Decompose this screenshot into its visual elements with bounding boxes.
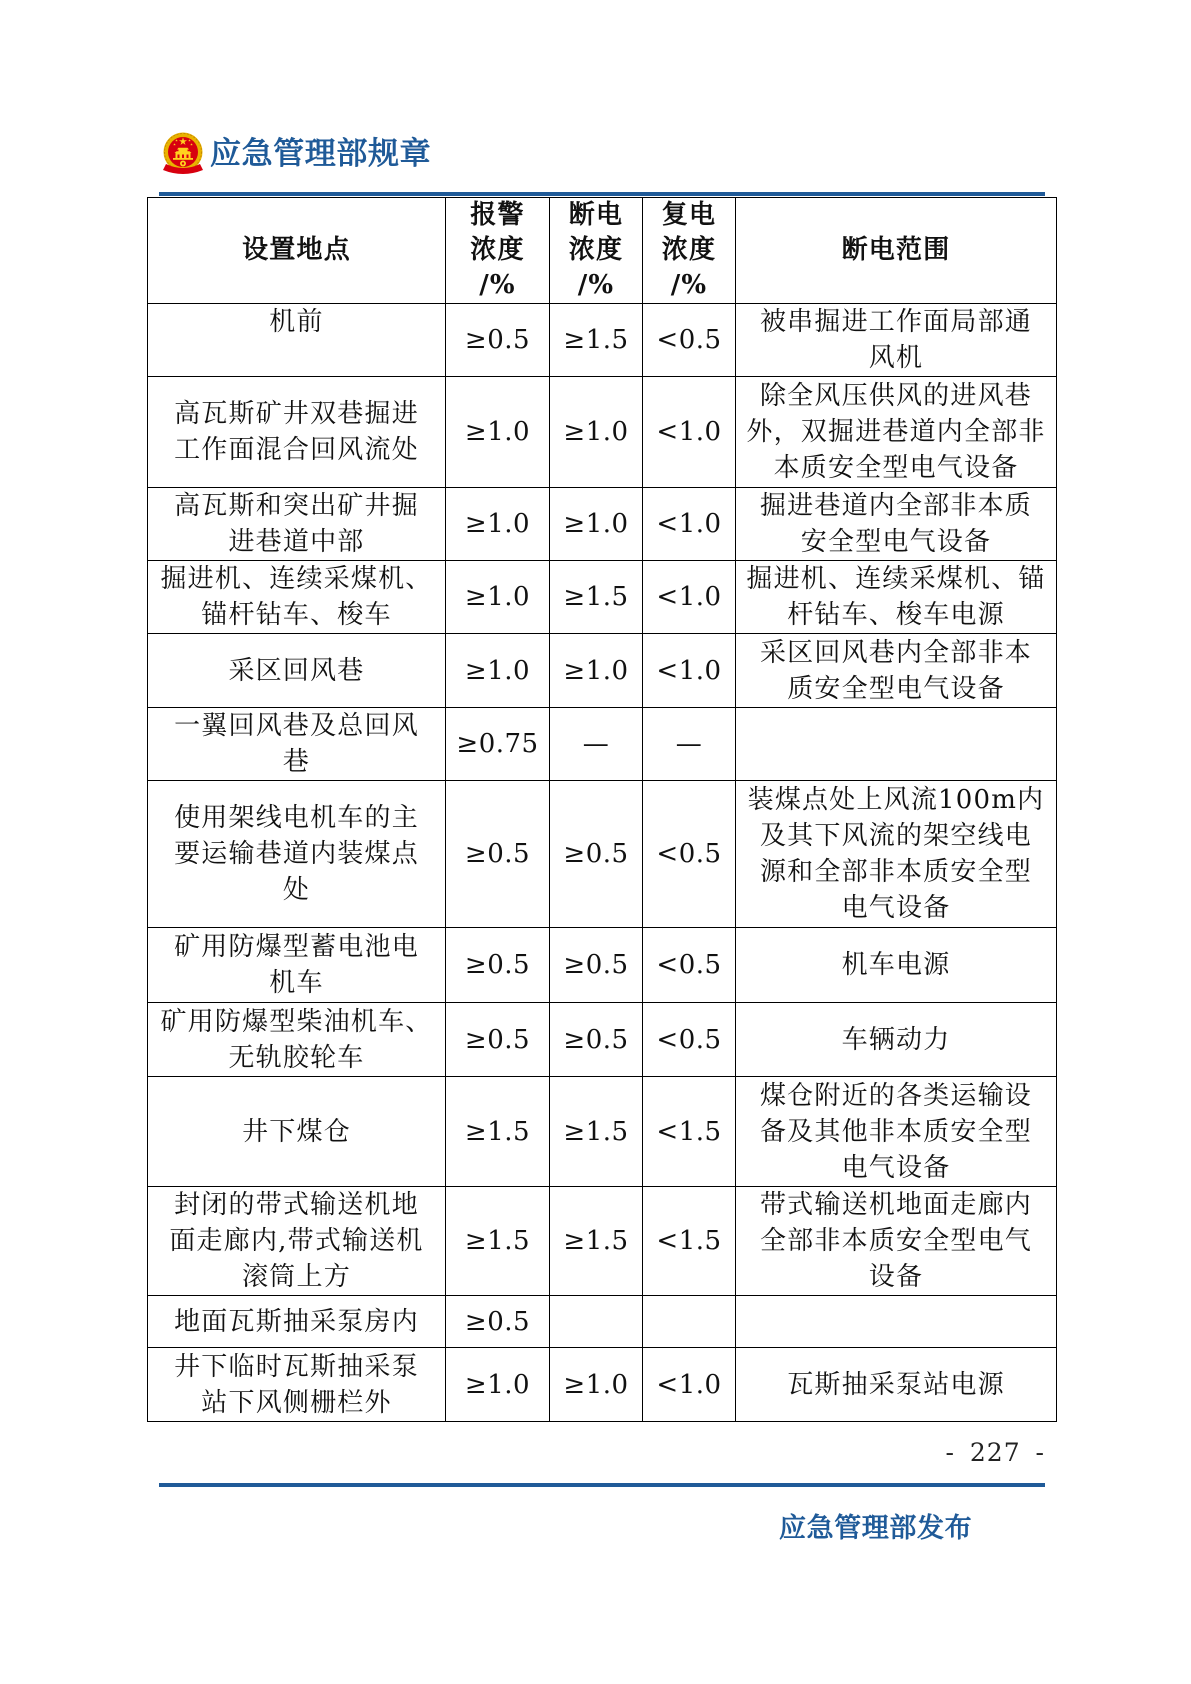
- cell-location: [148, 377, 446, 488]
- cell-text-line: 高瓦斯和突出矿井掘: [174, 491, 419, 521]
- cell-alarm-concentration: ≥0.5: [446, 1003, 550, 1077]
- cell-text-line: 工作面混合回风流处: [174, 435, 419, 465]
- cell-text-line: 备及其他非本质安全型: [759, 1116, 1032, 1147]
- cell-cutoff-scope: [736, 781, 1057, 928]
- cell-text-line: 电气设备: [841, 893, 951, 923]
- cell-text-line: 本质安全型电气设备: [773, 453, 1019, 483]
- cell-text-line: 采区回风巷内全部非本: [759, 637, 1032, 668]
- cell-text-line: 掘进机、连续采煤机、: [160, 564, 433, 594]
- cell-location: [148, 928, 446, 1003]
- cell-location: [148, 304, 446, 377]
- cell-restore-concentration: <0.5: [643, 781, 736, 928]
- cell-cutoff-concentration: ≥1.5: [550, 304, 643, 377]
- cell-alarm-concentration: ≥1.5: [446, 1187, 550, 1296]
- cell-alarm-concentration: ≥0.5: [446, 1296, 550, 1348]
- cell-cutoff-scope: [736, 1003, 1057, 1077]
- table-row: [148, 1348, 1057, 1422]
- table-row: [148, 304, 1057, 377]
- cell-restore-concentration: <0.5: [643, 304, 736, 377]
- footer-divider: [159, 1483, 1045, 1487]
- cell-alarm-concentration: ≥1.0: [446, 561, 550, 634]
- page-number: - 227 -: [945, 1438, 1045, 1467]
- cell-text-line: 外，双掘进巷道内全部非: [746, 417, 1046, 447]
- table-row: [148, 1187, 1057, 1296]
- table-row: [148, 377, 1057, 488]
- cell-location: [148, 781, 446, 928]
- cell-cutoff-scope: [736, 634, 1057, 708]
- cell-text-line: 全部非本质安全型电气: [759, 1226, 1032, 1256]
- cell-restore-concentration: <0.5: [643, 1003, 736, 1077]
- header-divider: [159, 192, 1045, 196]
- table-row: [148, 708, 1057, 781]
- column-header-line: /%: [479, 270, 516, 300]
- column-header-line: 浓度: [568, 235, 624, 265]
- cell-restore-concentration: <1.5: [643, 1077, 736, 1187]
- cell-cutoff-concentration: ≥1.0: [550, 634, 643, 708]
- cell-restore-concentration: <1.0: [643, 488, 736, 561]
- cell-location: [148, 1187, 446, 1296]
- cell-cutoff-concentration: —: [550, 708, 643, 781]
- cell-alarm-concentration: ≥0.5: [446, 781, 550, 928]
- cell-text-line: 矿用防爆型蓄电池电: [174, 932, 419, 962]
- cell-location: [148, 634, 446, 708]
- column-header-line: 断电: [568, 200, 624, 230]
- cell-text-line: 掘进机、连续采煤机、锚: [746, 564, 1046, 594]
- cell-cutoff-concentration: ≥1.5: [550, 1187, 643, 1296]
- column-header-alarm-concentration: [446, 198, 550, 304]
- table-row: [148, 488, 1057, 561]
- column-header-line: 复电: [661, 200, 717, 230]
- table-row: [148, 1003, 1057, 1077]
- cell-text-line: 瓦斯抽采泵站电源: [787, 1369, 1005, 1400]
- cell-text-line: 滚筒上方: [242, 1262, 351, 1292]
- cell-cutoff-concentration: [550, 1296, 643, 1348]
- cell-text-line: 进巷道中部: [228, 527, 365, 557]
- cell-text-line: 风机: [868, 343, 924, 373]
- cell-text-line: 采区回风巷: [228, 655, 365, 686]
- cell-alarm-concentration: ≥1.0: [446, 377, 550, 488]
- cell-restore-concentration: <1.0: [643, 1348, 736, 1422]
- cell-cutoff-scope: [736, 488, 1057, 561]
- cell-cutoff-concentration: ≥1.5: [550, 1077, 643, 1187]
- cell-cutoff-concentration: ≥1.0: [550, 1348, 643, 1422]
- cell-location: [148, 1003, 446, 1077]
- table-row: [148, 561, 1057, 634]
- cell-text-line: 安全型电气设备: [800, 527, 992, 557]
- cell-text-line: 使用架线电机车的主: [174, 803, 419, 833]
- cell-text-line: 机车: [269, 968, 324, 998]
- cell-text-line: 车辆动力: [841, 1024, 951, 1055]
- cell-alarm-concentration: ≥0.5: [446, 928, 550, 1003]
- cell-cutoff-scope: [736, 928, 1057, 1003]
- cell-alarm-concentration: ≥1.5: [446, 1077, 550, 1187]
- cell-text-line: 一翼回风巷及总回风: [174, 711, 419, 741]
- column-header-line: 浓度: [661, 235, 717, 265]
- column-header-restore-concentration: [643, 198, 736, 304]
- column-header-line: 断电范围: [841, 235, 951, 265]
- cell-text-line: 杆钻车、梭车电源: [787, 600, 1005, 630]
- column-header-line: 报警: [470, 200, 525, 230]
- cell-cutoff-concentration: ≥0.5: [550, 928, 643, 1003]
- table-header-row: [148, 198, 1057, 304]
- cell-location: [148, 1296, 446, 1348]
- cell-text-line: 地面瓦斯抽采泵房内: [174, 1306, 419, 1337]
- cell-text-line: 带式输送机地面走廊内: [759, 1190, 1032, 1220]
- cell-cutoff-scope: [736, 1296, 1057, 1348]
- column-header-location: [148, 198, 446, 304]
- cell-text-line: 站下风侧栅栏外: [201, 1387, 392, 1418]
- cell-text-line: 封闭的带式输送机地: [174, 1190, 419, 1220]
- footer-publisher: 应急管理部发布: [779, 1513, 973, 1544]
- cell-text-line: 掘进巷道内全部非本质: [759, 491, 1032, 521]
- cell-text-line: 机前: [269, 307, 324, 337]
- cell-location: [148, 561, 446, 634]
- table-header: [148, 198, 1057, 304]
- column-header-cutoff-concentration: [550, 198, 643, 304]
- national-emblem-icon: [160, 131, 206, 177]
- cell-alarm-concentration: ≥1.0: [446, 634, 550, 708]
- column-header-line: 浓度: [470, 235, 525, 265]
- cell-text-line: 设备: [868, 1262, 924, 1292]
- cell-text-line: 除全风压供风的进风巷: [759, 381, 1032, 411]
- cell-restore-concentration: <1.0: [643, 377, 736, 488]
- cell-text-line: 面走廊内,带式输送机: [169, 1226, 424, 1256]
- column-header-line: /%: [670, 270, 708, 300]
- table-body: [148, 304, 1057, 1422]
- cell-alarm-concentration: ≥1.0: [446, 1348, 550, 1422]
- cell-location: [148, 1077, 446, 1187]
- cell-text-line: 机车电源: [841, 950, 951, 980]
- cell-text-line: 源和全部非本质安全型: [759, 857, 1032, 887]
- cell-text-line: 要运输巷道内装煤点: [174, 839, 419, 869]
- cell-cutoff-scope: [736, 377, 1057, 488]
- header-title: 应急管理部规章: [210, 136, 432, 172]
- cell-text-line: 高瓦斯矿井双巷掘进: [174, 399, 419, 429]
- cell-text-line: 煤仓附近的各类运输设: [759, 1080, 1032, 1111]
- cell-cutoff-concentration: ≥1.5: [550, 561, 643, 634]
- cell-cutoff-scope: [736, 708, 1057, 781]
- cell-cutoff-concentration: ≥0.5: [550, 781, 643, 928]
- cell-alarm-concentration: ≥0.5: [446, 304, 550, 377]
- cell-location: [148, 708, 446, 781]
- cell-text-line: 及其下风流的架空线电: [759, 821, 1032, 851]
- cell-cutoff-concentration: ≥0.5: [550, 1003, 643, 1077]
- column-header-cutoff-scope: [736, 198, 1057, 304]
- table-row: [148, 1296, 1057, 1348]
- cell-text-line: 被串掘进工作面局部通: [759, 307, 1032, 337]
- cell-location: [148, 1348, 446, 1422]
- cell-restore-concentration: [643, 1296, 736, 1348]
- column-header-line: /%: [577, 270, 615, 300]
- regulation-table: [147, 197, 1057, 1422]
- cell-text-line: 处: [282, 875, 311, 905]
- cell-text-line: 装煤点处上风流100m内: [747, 785, 1045, 815]
- cell-text-line: 巷: [282, 747, 311, 777]
- cell-cutoff-concentration: ≥1.0: [550, 488, 643, 561]
- table-row: [148, 1077, 1057, 1187]
- cell-text-line: 锚杆钻车、梭车: [201, 600, 392, 630]
- cell-restore-concentration: <1.5: [643, 1187, 736, 1296]
- cell-text-line: 无轨胶轮车: [228, 1042, 365, 1073]
- cell-cutoff-scope: [736, 1187, 1057, 1296]
- cell-restore-concentration: <1.0: [643, 561, 736, 634]
- cell-text-line: 电气设备: [841, 1152, 951, 1183]
- cell-restore-concentration: —: [643, 708, 736, 781]
- cell-alarm-concentration: ≥0.75: [446, 708, 550, 781]
- cell-cutoff-scope: [736, 1077, 1057, 1187]
- table-row: [148, 928, 1057, 1003]
- table-row: [148, 781, 1057, 928]
- cell-text-line: 质安全型电气设备: [787, 673, 1005, 704]
- cell-text-line: 井下煤仓: [242, 1116, 351, 1147]
- cell-restore-concentration: <1.0: [643, 634, 736, 708]
- cell-alarm-concentration: ≥1.0: [446, 488, 550, 561]
- cell-location: [148, 488, 446, 561]
- table-row: [148, 634, 1057, 708]
- cell-cutoff-scope: [736, 304, 1057, 377]
- cell-cutoff-concentration: ≥1.0: [550, 377, 643, 488]
- cell-text-line: 矿用防爆型柴油机车、: [160, 1006, 433, 1037]
- cell-cutoff-scope: [736, 561, 1057, 634]
- cell-cutoff-scope: [736, 1348, 1057, 1422]
- cell-restore-concentration: <0.5: [643, 928, 736, 1003]
- cell-text-line: 井下临时瓦斯抽采泵: [174, 1351, 419, 1382]
- column-header-line: 设置地点: [242, 235, 351, 265]
